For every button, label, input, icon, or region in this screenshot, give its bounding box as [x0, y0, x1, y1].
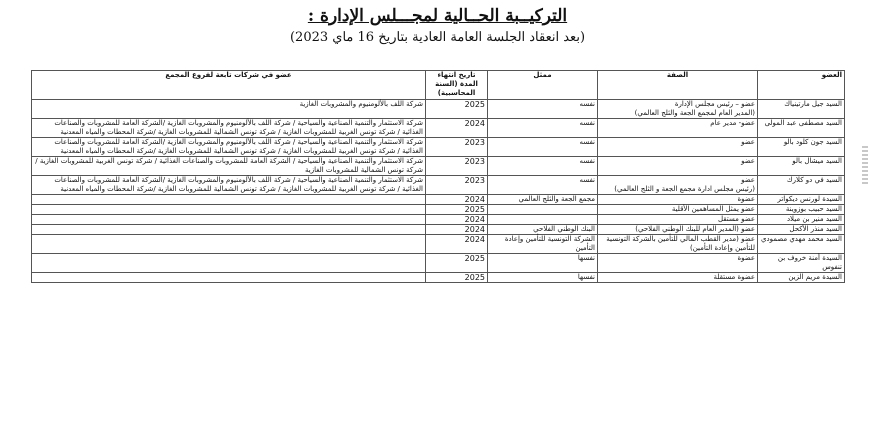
cell-subsidiaries: [32, 235, 426, 254]
cell-capacity: عضو: [598, 157, 758, 176]
cell-representative: نفسه: [488, 100, 598, 119]
side-mark: [862, 146, 868, 186]
cell-subsidiaries: [32, 205, 426, 215]
cell-member: السيد منير بن ميلاد: [758, 215, 845, 225]
header-capacity: الصفة: [598, 71, 758, 100]
table-body: [32, 100, 845, 283]
cell-subsidiaries: [32, 195, 426, 205]
table-row: [32, 100, 845, 119]
cell-capacity: عضو- مدير عام: [598, 119, 758, 138]
header-member: العضو: [758, 71, 845, 100]
cell-subsidiaries: [32, 254, 426, 273]
table-row: [32, 205, 845, 215]
cell-capacity: عضو يمثل المساهمين الأقلية: [598, 205, 758, 215]
cell-representative: [488, 215, 598, 225]
cell-subsidiaries: [32, 273, 426, 283]
header-subsidiaries: عضو في شركات تابعة لفروع المجمع: [32, 71, 426, 100]
page-subtitle: (بعد انعقاد الجلسة العامة العادية بتاريخ 16 ماي 2023): [289, 30, 586, 45]
cell-term: 2024: [426, 235, 488, 254]
cell-term: 2025: [426, 100, 488, 119]
table-row: [32, 273, 845, 283]
table-row: [32, 119, 845, 138]
table-row: [32, 138, 845, 157]
cell-term: 2025: [426, 273, 488, 283]
cell-member: السيدة لورنس ديكواتر: [758, 195, 845, 205]
cell-member: السيد مصطفى عبد المولى: [758, 119, 845, 138]
cell-term: 2023: [426, 157, 488, 176]
cell-representative: نفسها: [488, 254, 598, 273]
cell-term: 2024: [426, 215, 488, 225]
table-row: [32, 235, 845, 254]
cell-representative: نفسه: [488, 176, 598, 195]
cell-subsidiaries: شركة اللف بالألومنيوم والمشروبات الغازية: [32, 100, 426, 119]
cell-subsidiaries: [32, 215, 426, 225]
table-row: [32, 157, 845, 176]
cell-representative: نفسها: [488, 273, 598, 283]
cell-representative: الشركة التونسية للتأمين وإعادة التأمين: [488, 235, 598, 254]
table-row: [32, 195, 845, 205]
cell-representative: [488, 205, 598, 215]
cell-subsidiaries: [32, 225, 426, 235]
cell-member: السيدة مريم الزين: [758, 273, 845, 283]
table-row: [32, 176, 845, 195]
cell-representative: البنك الوطني الفلاحي: [488, 225, 598, 235]
cell-representative: نفسه: [488, 157, 598, 176]
cell-subsidiaries: شركة الاستثمار والتنمية الصناعية والسياحية / الشركة العامة للمشروبات والصناعات الغذائية / شركة تونس الغربية للمشروبات الغازية / شركة تونس الشمالية للمشروبات الغازية: [32, 157, 426, 176]
cell-capacity: عضوة: [598, 195, 758, 205]
table-row: [32, 254, 845, 273]
cell-member: السيد محمد مهدي مصمودي: [758, 235, 845, 254]
cell-member: السيد جيل مارتينياك: [758, 100, 845, 119]
table-row: [32, 225, 845, 235]
cell-term: 2025: [426, 205, 488, 215]
cell-capacity: عضو مستقل: [598, 215, 758, 225]
cell-capacity: عضو (المدير العام للبنك الوطني الفلاحي): [598, 225, 758, 235]
cell-term: 2023: [426, 138, 488, 157]
cell-capacity: عضوة: [598, 254, 758, 273]
board-table: [31, 70, 845, 283]
cell-term: 2024: [426, 225, 488, 235]
table-row: [32, 215, 845, 225]
cell-subsidiaries: شركة الاستثمار والتنمية الصناعية والسياحية / شركة اللف بالألومنيوم والمشروبات الغازية /الشركة العامة للمشروبات والصناعات الغذائية / شركة تونس الغربية للمشروبات الغازية / شركة تونس الشمالية للمشروبات الغازية /شركة المحطات والمياه المعدنية: [32, 138, 426, 157]
cell-member: السيد منذر الأكحل: [758, 225, 845, 235]
table-header-row: [32, 71, 845, 100]
cell-member: السيد حبيب بوزوينة: [758, 205, 845, 215]
cell-term: 2024: [426, 119, 488, 138]
cell-term: 2024: [426, 195, 488, 205]
cell-capacity: عضو (مدير القطب المالي للتأمين بالشركة التونسية للتأمين وإعادة التأمين): [598, 235, 758, 254]
cell-capacity: عضوة مستقلة: [598, 273, 758, 283]
header-representative: ممثل: [488, 71, 598, 100]
cell-capacity: عضو – رئيس مجلس الإدارة (المدير العام لمجمع الجعة والثلج العالمي): [598, 100, 758, 119]
cell-subsidiaries: شركة الاستثمار والتنمية الصناعية والسياحية / شركة اللف بالألومنيوم والمشروبات الغازية /الشركة العامة للمشروبات والصناعات الغذائية / شركة تونس الغربية للمشروبات الغازية / شركة تونس الشمالية للمشروبات الغازية /شركة المحطات والمياه المعدنية: [32, 176, 426, 195]
cell-capacity: عضو (رئيس مجلس ادارة مجمع الجعة و الثلج العالمي): [598, 176, 758, 195]
header-term: تاريخ انتهاء المدة (السنة المحاسبية): [426, 71, 488, 100]
cell-member: السيد في دو كلارك: [758, 176, 845, 195]
cell-member: السيد جون كلود بالو: [758, 138, 845, 157]
cell-representative: مجمع الجعة والثلج العالمي: [488, 195, 598, 205]
cell-representative: نفسه: [488, 138, 598, 157]
cell-capacity: عضو: [598, 138, 758, 157]
cell-member: السيدة أمنة خروف بن تنفوس: [758, 254, 845, 273]
cell-term: 2023: [426, 176, 488, 195]
cell-term: 2025: [426, 254, 488, 273]
cell-representative: نفسه: [488, 119, 598, 138]
cell-subsidiaries: شركة الاستثمار والتنمية الصناعية والسياحية / شركة اللف بالألومنيوم والمشروبات الغازية /الشركة العامة للمشروبات والصناعات الغذائية / شركة تونس الغربية للمشروبات الغازية / شركة تونس الشمالية للمشروبات الغازية /شركة المحطات والمياه المعدنية: [32, 119, 426, 138]
cell-member: السيد ميشال بالو: [758, 157, 845, 176]
page-title: التركيــبة الحــالية لمجـــلس الإدارة :: [307, 6, 568, 26]
